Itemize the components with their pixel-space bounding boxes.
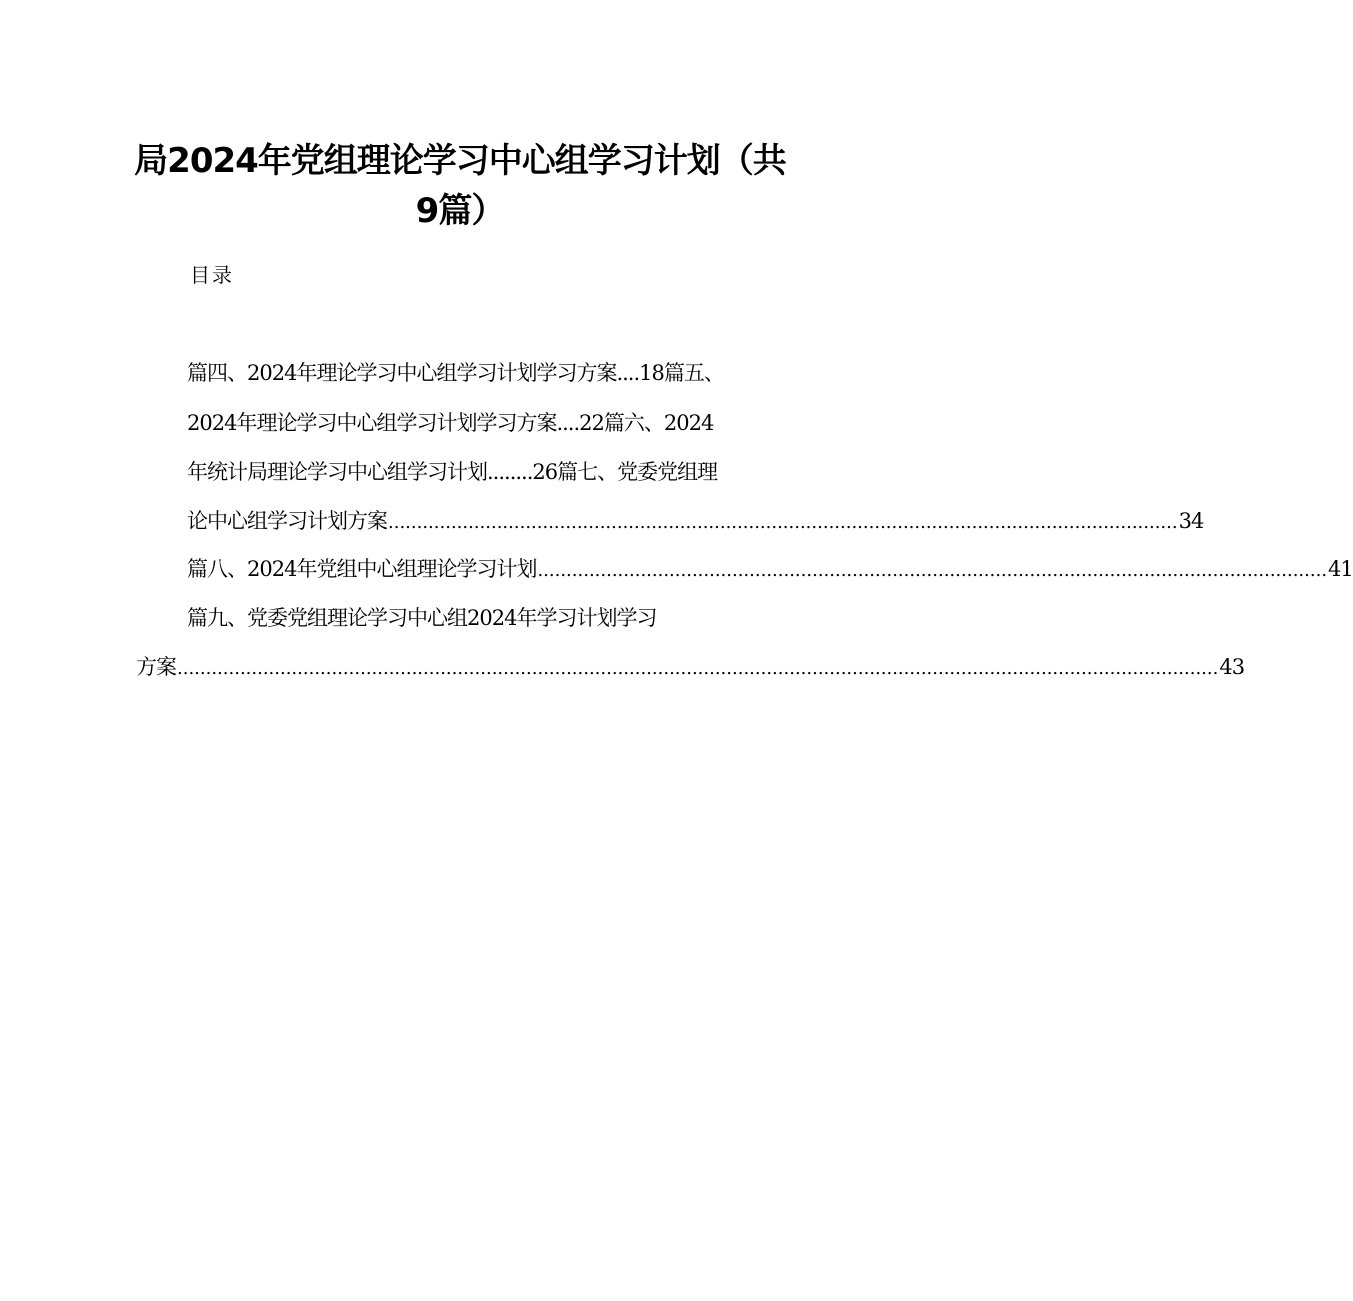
toc-page-number: 34 [1178,509,1204,533]
toc-entry-title: 篇八、2024年党组中心组理论学习计划 [187,557,537,581]
toc-entry-title: 方案 [136,655,176,679]
toc-line[interactable]: 篇九、党委党组理论学习中心组2024年学习计划学习 [187,606,657,630]
toc-line[interactable]: 年统计局理论学习中心组学习计划........26篇七、党委党组理 [187,460,718,484]
toc-entry[interactable] [136,652,1245,684]
toc-page-number: 43 [1219,655,1245,679]
toc-entry[interactable] [187,554,1353,586]
document-title-line-1: 局2024年党组理论学习中心组学习计划（共 [134,141,786,181]
toc-dot-leader: .......................................................................................................................................... [388,512,1178,533]
toc-dot-leader: ...................................................................................................................................................................................... [177,658,1219,679]
toc-line[interactable]: 2024年理论学习中心组学习计划学习方案....22篇六、2024 [187,411,714,435]
document-title-line-2: 9篇） [415,191,505,231]
toc-entry[interactable] [187,506,1204,538]
toc-heading: 目录 [190,263,234,287]
toc-dot-leader: .......................................................................................................................................... [537,560,1328,581]
toc-page-number: 41 [1328,557,1353,581]
toc-line[interactable]: 篇四、2024年理论学习中心组学习计划学习方案....18篇五、 [187,361,724,385]
toc-entry-title: 论中心组学习计划方案 [187,509,387,533]
